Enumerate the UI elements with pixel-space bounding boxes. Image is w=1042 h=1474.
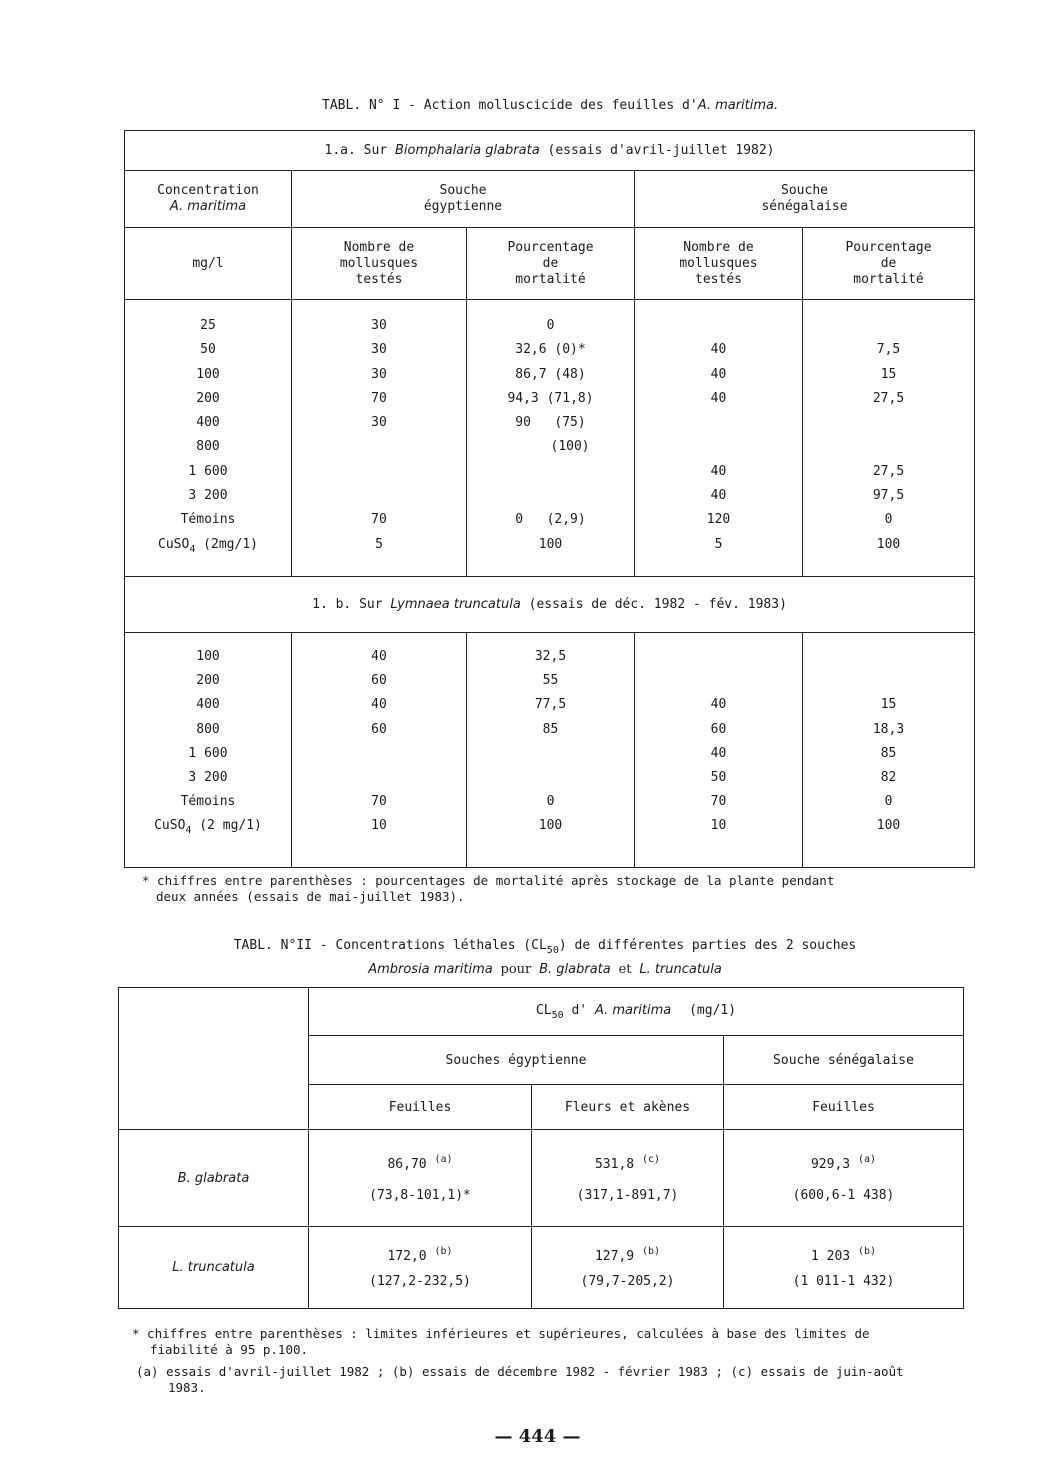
table-cell: 90 (75) xyxy=(515,415,586,431)
table-cell: 77,5 xyxy=(534,697,567,713)
section-b-pourcent-sn-column xyxy=(803,633,975,868)
table2-caption-part-a: TABL. N°II - Concentrations léthales (CL xyxy=(233,938,547,953)
header-nombre-sn xyxy=(635,228,803,300)
table2-footnote-line2: fiabilité à 95 p.100. xyxy=(150,1342,309,1357)
table-cell: 0 xyxy=(546,318,555,333)
table-cell: 70 xyxy=(371,390,387,406)
header-concentration-label: Concentration xyxy=(157,183,259,198)
section-a-prefix: 1.a. Sur xyxy=(324,143,388,158)
table-cell xyxy=(635,314,802,338)
pourcent-line1: Pourcentage xyxy=(845,239,932,255)
table-cell: 97,5 xyxy=(872,488,905,504)
table-cell: 3 200 xyxy=(188,488,228,504)
table2-empty-corner xyxy=(119,988,309,1130)
table2-footnote-line1: * chiffres entre parenthèses : limites inférieures et supérieures, calculées à base des limites de xyxy=(132,1326,870,1341)
table2-feuilles-sn: Feuilles xyxy=(724,1085,964,1130)
note: (a) xyxy=(434,1153,453,1165)
nombre-line1: Nombre de xyxy=(683,239,754,255)
table-cell: 400 xyxy=(196,415,220,431)
table1-section-b-header xyxy=(125,577,975,633)
table2-footnote-line3: (a) essais d'avril-juillet 1982 ; (b) essais de décembre 1982 - février 1983 ; (c) essais de juin-août xyxy=(136,1364,904,1379)
row-species: B. glabrata xyxy=(119,1130,309,1227)
table-cell: 27,5 xyxy=(872,390,905,406)
table2-footnotes xyxy=(132,1326,904,1396)
table1 xyxy=(124,130,975,868)
table-cell: (100) xyxy=(511,439,590,455)
table-cell: 40 xyxy=(371,649,387,664)
table-cell: 30 xyxy=(371,366,387,382)
table-cell xyxy=(803,314,974,338)
table-cell: 200 xyxy=(196,673,220,689)
cell-value xyxy=(309,1227,532,1309)
table-cell: 5 xyxy=(375,536,383,552)
table-cell: 100 xyxy=(538,818,563,834)
header-souche-sn-line2: sénégalaise xyxy=(761,199,848,214)
table-cell: 18,3 xyxy=(872,721,905,737)
nombre-line3: testés xyxy=(355,271,403,287)
table-cell: 400 xyxy=(196,697,220,713)
table-cell xyxy=(467,766,634,790)
cl-species: A. maritima xyxy=(594,1002,672,1018)
pourcent-line3: mortalité xyxy=(515,271,586,287)
table-cell: 3 200 xyxy=(188,769,228,785)
value: 531,8 xyxy=(594,1156,635,1172)
table-cell: 10 xyxy=(371,818,387,834)
caption-species-ltruncatula: L. truncatula xyxy=(639,962,722,977)
section-b-species: Lymnaea truncatula xyxy=(390,597,521,612)
table-cell: 40 xyxy=(710,390,727,406)
cell-value xyxy=(724,1227,964,1309)
table-cell: 40 xyxy=(710,745,727,761)
table-cell: 40 xyxy=(710,366,727,382)
table-cell xyxy=(467,742,634,766)
header-pourcent-eg xyxy=(467,228,635,300)
note: (b) xyxy=(857,1246,877,1257)
table-cell: 85 xyxy=(542,721,559,737)
table1-footnote xyxy=(142,873,834,905)
table-cell: 40 xyxy=(710,488,727,504)
table-cell xyxy=(635,411,802,435)
section-a-pourcent-sn-column xyxy=(803,300,975,577)
table2-souche-senegalaise: Souche sénégalaise xyxy=(724,1036,964,1085)
table-cell: 10 xyxy=(710,818,727,834)
table-cell: 800 xyxy=(196,439,220,455)
table2-caption-sub: 50 xyxy=(546,945,559,956)
table-cell: 120 xyxy=(706,512,731,528)
header-souche-eg-line2: égyptienne xyxy=(423,199,503,214)
cell-value xyxy=(724,1130,964,1227)
table-cell: 100 xyxy=(538,536,563,552)
section-b-nombre-sn-column xyxy=(635,633,803,868)
table-cell: 86,7 (48) xyxy=(515,366,586,382)
table-cell: 100 xyxy=(876,818,901,834)
table-cell: 55 xyxy=(542,673,559,689)
table2-row-bglabrata xyxy=(119,1130,964,1227)
caption-species-ambrosia: Ambrosia maritima xyxy=(368,962,493,977)
table-cell: 25 xyxy=(200,318,216,333)
value: 127,9 xyxy=(594,1249,635,1264)
table2-row-ltruncatula xyxy=(119,1227,964,1309)
table2-footnote-line4: 1983. xyxy=(168,1380,206,1395)
table-cell xyxy=(292,460,466,484)
range: (1 011-1 432) xyxy=(792,1274,895,1289)
table-cell xyxy=(635,435,802,459)
table-cell: 27,5 xyxy=(872,463,905,479)
table-cell xyxy=(292,766,466,790)
table2-caption-part-b: ) de différentes parties des 2 souches xyxy=(558,938,857,953)
table2-feuilles: Feuilles xyxy=(309,1085,532,1130)
table-cell: 30 xyxy=(371,342,387,358)
header-concentration xyxy=(125,171,292,228)
cell-value xyxy=(532,1130,724,1227)
table-cell: 100 xyxy=(196,366,220,382)
caption-species-bglabrata: B. glabrata xyxy=(539,962,611,977)
table-cell xyxy=(635,669,802,693)
table-cell: 70 xyxy=(371,794,387,810)
table-cell: 85 xyxy=(880,745,897,761)
section-a-suffix: (essais d'avril-juillet 1982) xyxy=(547,143,775,158)
table-cell: Témoins xyxy=(180,794,236,810)
page-number: — 444 — xyxy=(494,1426,581,1447)
table-cell: 50 xyxy=(710,769,727,785)
note: (b) xyxy=(434,1246,453,1257)
header-souche-egyptienne xyxy=(292,171,635,228)
table-cell: 15 xyxy=(880,366,897,382)
section-b-pourcent-eg-column xyxy=(467,633,635,868)
table-cell xyxy=(292,435,466,459)
table2 xyxy=(118,987,964,1309)
pourcent-line1: Pourcentage xyxy=(507,239,594,255)
table-cell: 40 xyxy=(710,697,727,713)
table-cell xyxy=(803,669,974,693)
cl-d: d' xyxy=(571,1002,588,1018)
table-cell: 32,5 xyxy=(534,649,567,664)
table-cell: 60 xyxy=(710,721,727,737)
nombre-line3: testés xyxy=(695,271,742,287)
cl-label: CL xyxy=(535,1002,552,1018)
section-a-species: Biomphalaria glabrata xyxy=(394,143,540,158)
section-b-conc-column xyxy=(125,633,292,868)
table-cell: Témoins xyxy=(180,512,236,528)
table-cell: 0 xyxy=(884,512,893,528)
section-a-conc-column xyxy=(125,300,292,577)
cl-unit: (mg/1) xyxy=(689,1002,737,1018)
table-cell: 0 xyxy=(546,794,555,810)
range: (600,6-1 438) xyxy=(792,1187,895,1203)
table-cell: 7,5 xyxy=(876,342,901,358)
table-cell: 70 xyxy=(371,512,387,528)
table-cell: CuSO$_4$ (2mg/1) xyxy=(158,536,258,555)
section-a-nombre-sn-column xyxy=(635,300,803,577)
table-cell: 30 xyxy=(371,318,387,333)
note: (b) xyxy=(641,1246,661,1257)
range: (73,8-101,1)* xyxy=(369,1187,471,1203)
table-cell: 100 xyxy=(196,649,220,664)
cl-sub: 50 xyxy=(551,1009,564,1021)
table-cell xyxy=(292,742,466,766)
table-cell: 82 xyxy=(880,769,897,785)
table2-fleurs-akenes: Fleurs et akènes xyxy=(532,1085,724,1130)
caption-pour: pour xyxy=(500,962,532,977)
value: 929,3 xyxy=(810,1156,851,1172)
table-cell: 94,3 (71,8) xyxy=(507,390,594,406)
value: 86,70 xyxy=(387,1156,427,1172)
table-cell: 0 xyxy=(884,794,893,810)
section-a-pourcent-eg-column xyxy=(467,300,635,577)
table-cell: 40 xyxy=(371,697,387,713)
table-cell: 60 xyxy=(371,721,387,737)
pourcent-line3: mortalité xyxy=(853,271,924,287)
table-cell xyxy=(803,411,974,435)
note: (a) xyxy=(857,1153,877,1165)
section-b-nombre-eg-column xyxy=(292,633,467,868)
table-cell: 40 xyxy=(710,463,727,479)
header-souche-senegalaise xyxy=(635,171,975,228)
table2-caption-line1 xyxy=(120,938,970,956)
header-souche-eg-line1: Souche xyxy=(439,183,487,198)
table-cell: 800 xyxy=(196,721,220,737)
range: (317,1-891,7) xyxy=(576,1187,679,1203)
table-cell: 40 xyxy=(710,342,727,358)
table-cell: 1 600 xyxy=(188,463,228,479)
table-cell: 70 xyxy=(710,794,727,810)
table1-caption xyxy=(322,98,778,113)
table-cell: 0 (2,9) xyxy=(515,512,586,528)
table-cell: 30 xyxy=(371,415,387,431)
table-cell: CuSO$_4$ (2 mg/1) xyxy=(154,818,262,837)
caption-et: et xyxy=(618,962,632,977)
table-cell: 5 xyxy=(714,536,723,552)
header-unit: mg/l xyxy=(125,228,292,300)
nombre-line2: mollusques xyxy=(679,255,758,271)
header-concentration-species: A. maritima xyxy=(169,199,247,214)
table1-caption-text: TABL. N° I - Action molluscicide des feuilles d' xyxy=(322,98,698,113)
nombre-line1: Nombre de xyxy=(343,239,415,255)
header-pourcent-sn xyxy=(803,228,975,300)
table1-footnote-line1: * chiffres entre parenthèses : pourcentages de mortalité après stockage de la plante pendant xyxy=(142,873,835,888)
header-souche-sn-line1: Souche xyxy=(781,183,828,198)
table-cell xyxy=(803,435,974,459)
pourcent-line2: de xyxy=(880,255,897,271)
table-cell: 32,6 (0)* xyxy=(515,342,586,358)
section-a-nombre-eg-column xyxy=(292,300,467,577)
value: 172,0 xyxy=(387,1249,427,1264)
table1-section-a-header xyxy=(125,131,975,171)
range: (127,2-232,5) xyxy=(369,1274,471,1289)
table-cell: 15 xyxy=(880,697,897,713)
table-cell: 60 xyxy=(371,673,387,689)
pourcent-line2: de xyxy=(542,255,559,271)
table-cell xyxy=(803,645,974,669)
table1-footnote-line2: deux années (essais de mai-juillet 1983). xyxy=(156,889,465,904)
row-species: L. truncatula xyxy=(119,1227,309,1309)
header-nombre-eg xyxy=(292,228,467,300)
table2-souches-egyptienne: Souches égyptienne xyxy=(309,1036,724,1085)
cell-value xyxy=(532,1227,724,1309)
table-cell: 200 xyxy=(196,390,220,406)
value: 1 203 xyxy=(810,1249,851,1264)
range: (79,7-205,2) xyxy=(580,1274,675,1289)
table-cell: 50 xyxy=(200,342,216,358)
table2-header-cl50 xyxy=(309,988,964,1036)
table1-caption-species: A. maritima. xyxy=(697,98,779,113)
note: (c) xyxy=(641,1153,661,1165)
table2-caption-line2 xyxy=(120,962,970,977)
nombre-line2: mollusques xyxy=(339,255,419,271)
table-cell: 1 600 xyxy=(188,745,228,761)
section-b-prefix: 1. b. Sur xyxy=(312,597,383,612)
table-cell xyxy=(635,645,802,669)
cell-value xyxy=(309,1130,532,1227)
table-cell: 100 xyxy=(876,536,901,552)
table-cell xyxy=(292,484,466,508)
section-b-suffix: (essais de déc. 1982 - fév. 1983) xyxy=(528,597,787,612)
table-cell xyxy=(467,484,634,508)
table-cell xyxy=(467,460,634,484)
